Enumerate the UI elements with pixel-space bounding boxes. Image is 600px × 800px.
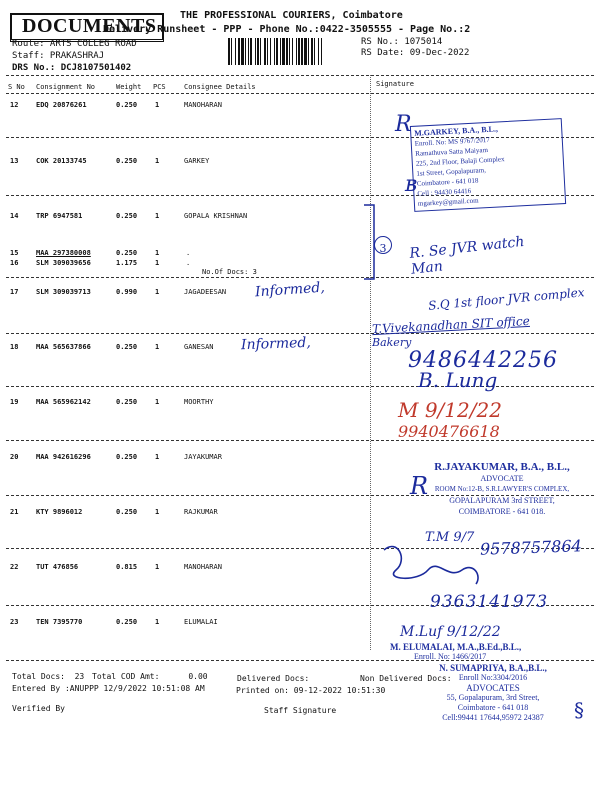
row-weight: 0.250 xyxy=(116,212,138,220)
row-consignee: . xyxy=(186,259,191,267)
row-sno: 16 xyxy=(10,259,19,267)
row-consignee: JAGADEESAN xyxy=(184,288,227,296)
row-weight: 0.250 xyxy=(116,453,138,461)
col-sno: S No xyxy=(8,83,25,91)
stamp-line: Cell : 94430 64416 xyxy=(417,186,472,198)
stamp-line: Enroll. No: MS 9767/2017 xyxy=(414,135,490,148)
row-consignee: JAYAKUMAR xyxy=(184,453,222,461)
circled-number xyxy=(374,236,392,254)
informed-note: Informed, xyxy=(240,334,312,354)
row-weight: 0.250 xyxy=(116,618,138,626)
row21-phone: 9578757864 xyxy=(479,536,583,559)
row-consignee: GOPALA KRISHNAN xyxy=(184,212,248,220)
rs-date: RS Date: 09-Dec-2022 xyxy=(361,48,470,58)
stamp-line: Coimbatore - 641 018 xyxy=(416,176,479,188)
garkey-stamp xyxy=(410,118,566,212)
row-sno: 21 xyxy=(10,508,19,516)
row-sno: 14 xyxy=(10,212,19,220)
row12-signature: R xyxy=(395,112,412,137)
row-consignee: . xyxy=(186,249,191,257)
stamp-line: 1st Street, Gopalapuram, xyxy=(416,166,487,178)
row-pcs: 1 xyxy=(155,249,160,257)
col-pcs: PCS xyxy=(153,83,166,91)
no-of-docs: No.Of Docs: 3 xyxy=(202,268,257,276)
sumapriya-stamp xyxy=(408,663,578,723)
row-sno: 12 xyxy=(10,101,19,109)
row18-signature-b: B. Lung xyxy=(418,368,498,392)
row20-signature: R xyxy=(410,472,429,500)
stamp-line: N. SUMAPRIYA, B.A.,B.L., xyxy=(439,663,547,673)
row18-signature-a: Bakery xyxy=(372,336,412,349)
row-sno: 18 xyxy=(10,343,19,351)
stamp-line: ROOM No:12-B, S.R.LAWYER'S COMPLEX, xyxy=(434,485,570,493)
stamp-line: ADVOCATES xyxy=(466,683,520,693)
stamp-line: M. ELUMALAI, M.A.,B.Ed.,B.L., xyxy=(390,642,522,652)
stamp-line: Enroll No:3304/2016 xyxy=(458,673,528,682)
row-consignment: MAA 297380008 xyxy=(36,249,91,257)
row-consignment: COK 20133745 xyxy=(36,157,87,165)
row-weight: 0.815 xyxy=(116,563,138,571)
row19-signature: M 9/12/22 xyxy=(398,398,502,422)
row-weight: 0.250 xyxy=(116,508,138,516)
stamp-line: M.GARKEY, B.A., B.L., xyxy=(414,124,499,138)
row-consignment: TRP 6947581 xyxy=(36,212,83,220)
row-pcs: 1 xyxy=(155,508,160,516)
col-consignment: Consignment No xyxy=(36,83,96,91)
verified-by: Verified By xyxy=(12,704,65,713)
row-pcs: 1 xyxy=(155,398,160,406)
row-weight: 0.250 xyxy=(116,249,138,257)
barcode xyxy=(228,38,354,65)
delivered-docs: Delivered Docs: xyxy=(237,674,310,683)
jayakumar-stamp xyxy=(412,462,592,517)
stamp-line: ADVOCATE xyxy=(480,474,524,483)
row-consignee: GANESAN xyxy=(184,343,214,351)
stamp-line: GOPALAPURAM 3rd STREET, xyxy=(449,496,555,505)
total-docs: Total Docs: 23 xyxy=(12,672,85,681)
rs-number: RS No.: 1075014 xyxy=(361,37,443,47)
total-cod: Total COD Amt: 0.00 xyxy=(92,672,208,681)
row-sno: 17 xyxy=(10,288,19,296)
stamp-line: Cell:99441 17644,95972 24387 xyxy=(442,713,544,722)
stamp-line: R.JAYAKUMAR, B.A., B.L., xyxy=(434,461,570,473)
stamp-line: 225, 2nd Floor, Balaji Complex xyxy=(415,155,505,168)
row23-signature: M.Luf 9/12/22 xyxy=(400,624,501,640)
row-consignee: MOORTHY xyxy=(184,398,214,406)
row-pcs: 1 xyxy=(155,563,160,571)
row-sno: 15 xyxy=(10,249,19,257)
row-sno: 13 xyxy=(10,157,19,165)
row15-signature: R. Se JVR watch Man xyxy=(408,233,526,278)
row-weight: 0.250 xyxy=(116,157,138,165)
row-sno: 20 xyxy=(10,453,19,461)
non-delivered-docs: Non Delivered Docs: xyxy=(360,674,452,683)
row19-phone: 9940476618 xyxy=(398,422,500,441)
row-sno: 23 xyxy=(10,618,19,626)
entered-by: Entered By :ANUPPP 12/9/2022 10:51:08 AM xyxy=(12,684,205,693)
row-consignee: MANOHARAN xyxy=(184,563,222,571)
row-weight: 0.250 xyxy=(116,101,138,109)
row-consignment: EDQ 20876261 xyxy=(36,101,87,109)
stamp-line: Enroll. No: 1466/2017 xyxy=(414,652,487,661)
row21-signature: T.M 9/7 xyxy=(425,530,475,545)
col-signature: Signature xyxy=(376,80,414,88)
row17-signature-b: T.Vivekanadhan SIT office xyxy=(371,313,531,337)
row-consignment: SLM 309039656 xyxy=(36,259,91,267)
stamp-line: Ramathuva Satta Maiyam xyxy=(415,145,489,158)
row-pcs: 1 xyxy=(155,288,160,296)
row-consignment: TEN 7395770 xyxy=(36,618,83,626)
row22-phone: 9363141973 xyxy=(430,592,549,612)
row-consignment: MAA 942616296 xyxy=(36,453,91,461)
company-name: THE PROFESSIONAL COURIERS, Coimbatore xyxy=(180,10,403,21)
route-label: Route: ARTS COLLEG ROAD xyxy=(12,39,137,49)
row21-scribble xyxy=(378,540,488,600)
row-pcs: 1 xyxy=(155,618,160,626)
row-weight: 0.990 xyxy=(116,288,138,296)
row-pcs: 1 xyxy=(155,259,160,267)
stamp-line: 55, Gopalapuram, 3rd Street, xyxy=(446,693,540,702)
printed-on: Printed on: 09-12-2022 10:51:30 xyxy=(236,686,386,695)
row-consignee: GARKEY xyxy=(184,157,210,165)
row18-phone: 9486442256 xyxy=(408,348,558,373)
row-consignee: MANOHARAN xyxy=(184,101,222,109)
runsheet-title: Delivery Runsheet - PPP - Phone No.:0422-3505555 - Page No.:2 xyxy=(103,24,471,35)
row-consignee: ELUMALAI xyxy=(184,618,218,626)
stamp-line: COIMBATORE - 641 018. xyxy=(458,507,546,516)
row-pcs: 1 xyxy=(155,343,160,351)
row-consignment: MAA 565962142 xyxy=(36,398,91,406)
row-pcs: 1 xyxy=(155,157,160,165)
row-weight: 0.250 xyxy=(116,343,138,351)
row-pcs: 1 xyxy=(155,212,160,220)
row-consignment: MAA 565637866 xyxy=(36,343,91,351)
row-pcs: 1 xyxy=(155,453,160,461)
row-pcs: 1 xyxy=(155,101,160,109)
stamp-line: Coimbatore - 641 018 xyxy=(457,703,529,712)
row-sno: 19 xyxy=(10,398,19,406)
logo-text: DOCUMENTS xyxy=(22,15,157,37)
row-weight: 0.250 xyxy=(116,398,138,406)
row-consignment: SLM 309039713 xyxy=(36,288,91,296)
col-weight: Weight xyxy=(116,83,142,91)
row23-mark: § xyxy=(574,698,584,722)
row13-signature: ʙ xyxy=(405,172,418,197)
row17-signature-a: S.Q 1st floor JVR complex xyxy=(427,285,586,313)
elumalai-stamp xyxy=(390,642,521,662)
col-consignee: Consignee Details xyxy=(184,83,256,91)
stamp-line: mgarkey@gmail.com xyxy=(417,196,479,208)
row-consignment: KTY 9896012 xyxy=(36,508,83,516)
informed-note: Informed, xyxy=(254,279,326,301)
row-consignee: RAJKUMAR xyxy=(184,508,218,516)
circled-number-text: 3 xyxy=(379,242,387,255)
staff-signature: Staff Signature xyxy=(264,706,337,715)
row-sno: 22 xyxy=(10,563,19,571)
drs-number: DRS No.: DCJ8107501402 xyxy=(12,63,132,73)
staff-label: Staff: PRAKASHRAJ xyxy=(12,51,105,61)
row-weight: 1.175 xyxy=(116,259,138,267)
row-consignment: TUT 476856 xyxy=(36,563,79,571)
